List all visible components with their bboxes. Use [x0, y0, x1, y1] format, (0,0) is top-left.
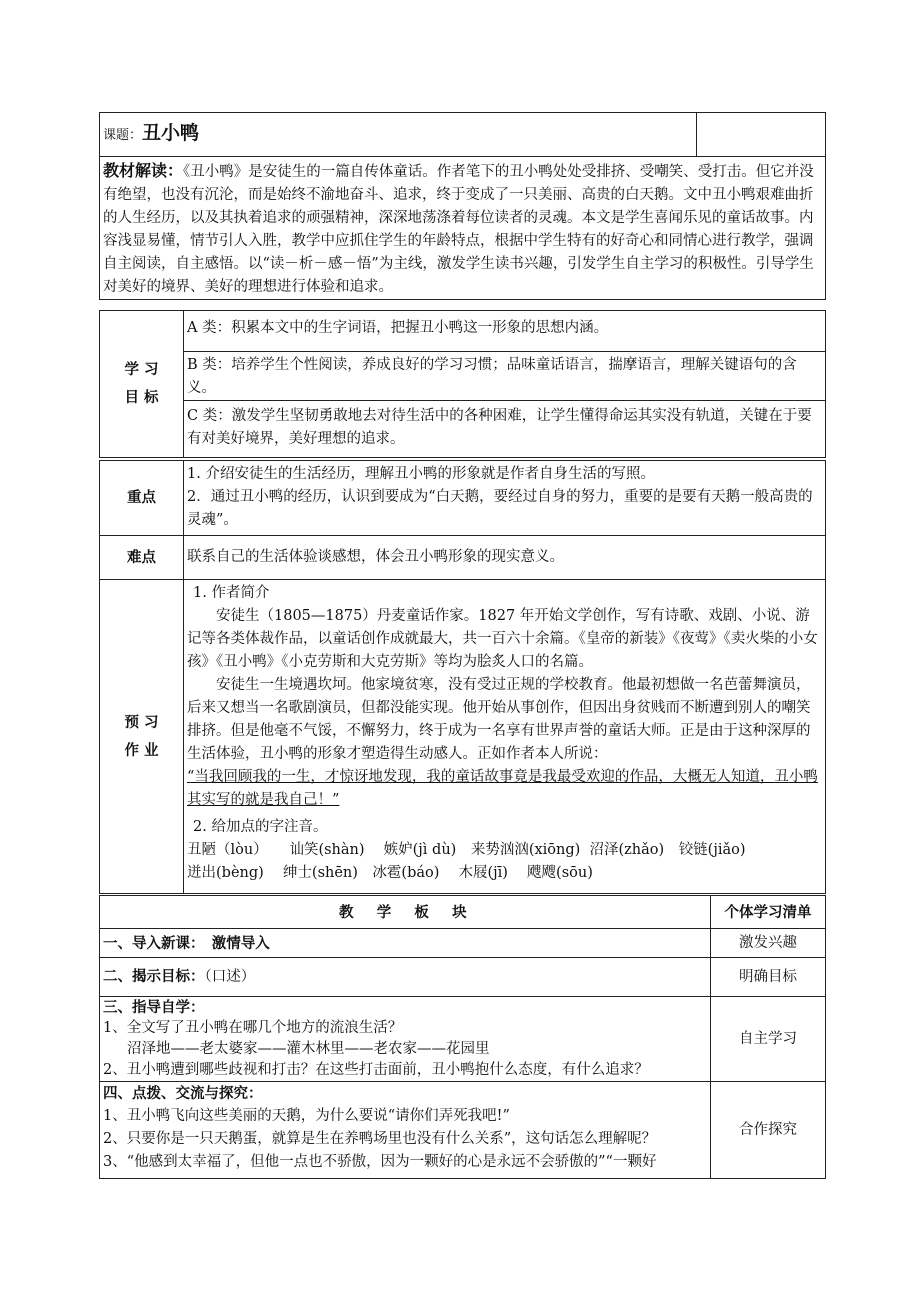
goal-a: A 类：积累本文中的生字词语，把握丑小鸭这一形象的思想内涵。	[184, 311, 826, 352]
analysis-text: 《丑小鸭》是安徒生的一篇自传体童话。作者笔下的丑小鸭处处受排挤、受嘲笑、受打击。但它并没有绝望，也没有沉沦，而是始终不渝地奋斗、追求，终于变成了一只美丽、高贵的白天鹅。文中丑小鸭艰难曲折的人生经历，以及其执着追求的顽强精神，深深地荡涤着每位读者的灵魂。本文是学生喜闻乐见的童话故事。内容浅显易懂，情节引人入胜，教学中应抓住学生的年龄特点，根据中学生特有的好奇心和同情心进行教学，强调自主阅读，自主感悟。以“读－析－感－悟”为主线，激发学生读书兴趣，引发学生自主学习的积极性。引导学生对美好的境界、美好的理想进行体验和追求。	[103, 164, 814, 295]
course-label: 课题：	[103, 128, 143, 143]
preview-section1-p1: 安徒生（1805—1875）丹麦童话作家。1827 年开始文学创作，写有诗歌、戏剧、小说、游记等各类体裁作品，以童话创作成就最大，共一百六十余篇。《皇帝的新装》《夜莺》《卖火柴的小女孩》《丑小鸭》《小克劳斯和大克劳斯》等均为脍炙人口的名篇。	[187, 608, 818, 670]
teaching-row-4-title: 四、点拨、交流与探究：	[103, 1085, 263, 1102]
preview-pinyin-line2: 迸出(bèng) 绅士(shēn) 冰雹(báo) 木屐(jī) 飕飕(sōu)	[187, 865, 593, 881]
goals-table	[99, 310, 826, 458]
explore-q3: 3、“他感到太幸福了，但他一点也不骄傲，因为一颗好的心是永远不会骄傲的”“一颗好	[103, 1154, 657, 1170]
lesson-plan-table	[99, 112, 826, 300]
teaching-row-3-title: 三、指导自学：	[103, 999, 205, 1016]
preview-pinyin-line1: 丑陋（lòu） 讪笑(shàn) 嫉妒(jì dù) 来势汹汹(xiōng) 沼泽(zhǎo) 铰链(jiǎo)	[187, 842, 746, 858]
teaching-row-4-side: 合作探究	[711, 1082, 826, 1179]
difficulty-label: 难点	[100, 536, 184, 580]
preview-cell	[184, 580, 826, 894]
difficulty-text: 联系自己的生活体验谈感想，体会丑小鸭形象的现实意义。	[184, 536, 826, 580]
goal-b: B 类：培养学生个性阅读，养成良好的学习习惯；品味童话语言，揣摩语言，理解关键语句的含义。	[184, 352, 826, 401]
teaching-row-2-side: 明确目标	[711, 958, 826, 997]
key-points-label: 重点	[100, 461, 184, 536]
preview-label-cell	[100, 580, 184, 894]
textbook-analysis-cell	[100, 157, 826, 300]
self-study-q1: 1、全文写了丑小鸭在哪几个地方的流浪生活？	[103, 1020, 403, 1036]
teaching-row-1-main: 一、导入新课： 激情导入	[100, 929, 711, 958]
preview-quote: “当我回顾我的一生，才惊讶地发现，我的童话故事竟是我最受欢迎的作品，大概无人知道，丑小鸭其实写的就是我自己！”	[187, 769, 818, 808]
teaching-header-side: 个体学习清单	[711, 896, 826, 929]
explore-q2: 2、只要你是一只天鹅蛋，就算是生在养鸭场里也没有什么关系”，这句话怎么理解呢？	[103, 1131, 657, 1147]
teaching-table	[99, 895, 826, 1179]
teaching-row-1-side: 激发兴趣	[711, 929, 826, 958]
goals-label-line2: 目 标	[124, 389, 159, 406]
teaching-row-2-title: 二、揭示目标：	[103, 968, 205, 985]
teaching-row-3-main	[100, 997, 711, 1082]
goals-label-line1: 学 习	[124, 361, 159, 378]
preview-label-line1: 预 习	[124, 713, 159, 731]
preview-label-line2: 作 业	[124, 741, 159, 759]
preview-section1-title: 1. 作者简介	[193, 585, 270, 601]
teaching-row-2-extra: （口述）	[204, 969, 256, 985]
teaching-row-3-side: 自主学习	[711, 997, 826, 1082]
explore-q1: 1、丑小鸭飞向这些美丽的天鹅，为什么要说“请你们弄死我吧!”	[103, 1108, 510, 1124]
key-points-table	[99, 460, 826, 894]
self-study-q2: 2、丑小鸭遭到哪些歧视和打击？在这些打击面前，丑小鸭抱什么态度，有什么追求？	[103, 1062, 649, 1078]
key-points-cell	[184, 461, 826, 536]
teaching-row-2-main	[100, 958, 711, 997]
key-point-1: 1. 介绍安徒生的生活经历，理解丑小鸭的形象就是作者自身生活的写照。	[187, 466, 655, 482]
course-title: 丑小鸭	[142, 122, 200, 144]
preview-section1-p2: 安徒生一生境遇坎坷。他家境贫寒，没有受过正规的学校教育。他最初想做一名芭蕾舞演员，后来又想当一名歌剧演员，但都没能实现。他开始从事创作，但因出身贫贱而不断遭到别人的嘲笑排挤。但是他毫不气馁，不懈努力，终于成为一名享有世界声誉的童话大师。正是由于这种深厚的生活体验，丑小鸭的形象才塑造得生动感人。正如作者本人所说：	[187, 677, 811, 762]
goals-label-cell	[100, 311, 184, 458]
course-title-cell	[100, 113, 697, 157]
preview-section2-title: 2. 给加点的字注音。	[193, 819, 328, 835]
goal-c: C 类：激发学生坚韧勇敢地去对待生活中的各种困难，让学生懂得命运其实没有轨道，关键在于要有对美好境界，美好理想的追求。	[184, 401, 826, 458]
empty-header-cell	[697, 113, 826, 157]
teaching-header-main: 教 学 板 块	[100, 896, 711, 929]
teaching-row-4-main	[100, 1082, 711, 1179]
analysis-label: 教材解读：	[103, 161, 184, 180]
self-study-q1-answer: 沼泽地——老太婆家——灌木林里——老农家——花园里	[127, 1041, 490, 1057]
key-point-2: 2．通过丑小鸭的经历，认识到要成为“白天鹅，要经过自身的努力，重要的是要有天鹅一般高贵的灵魂”。	[187, 489, 813, 528]
